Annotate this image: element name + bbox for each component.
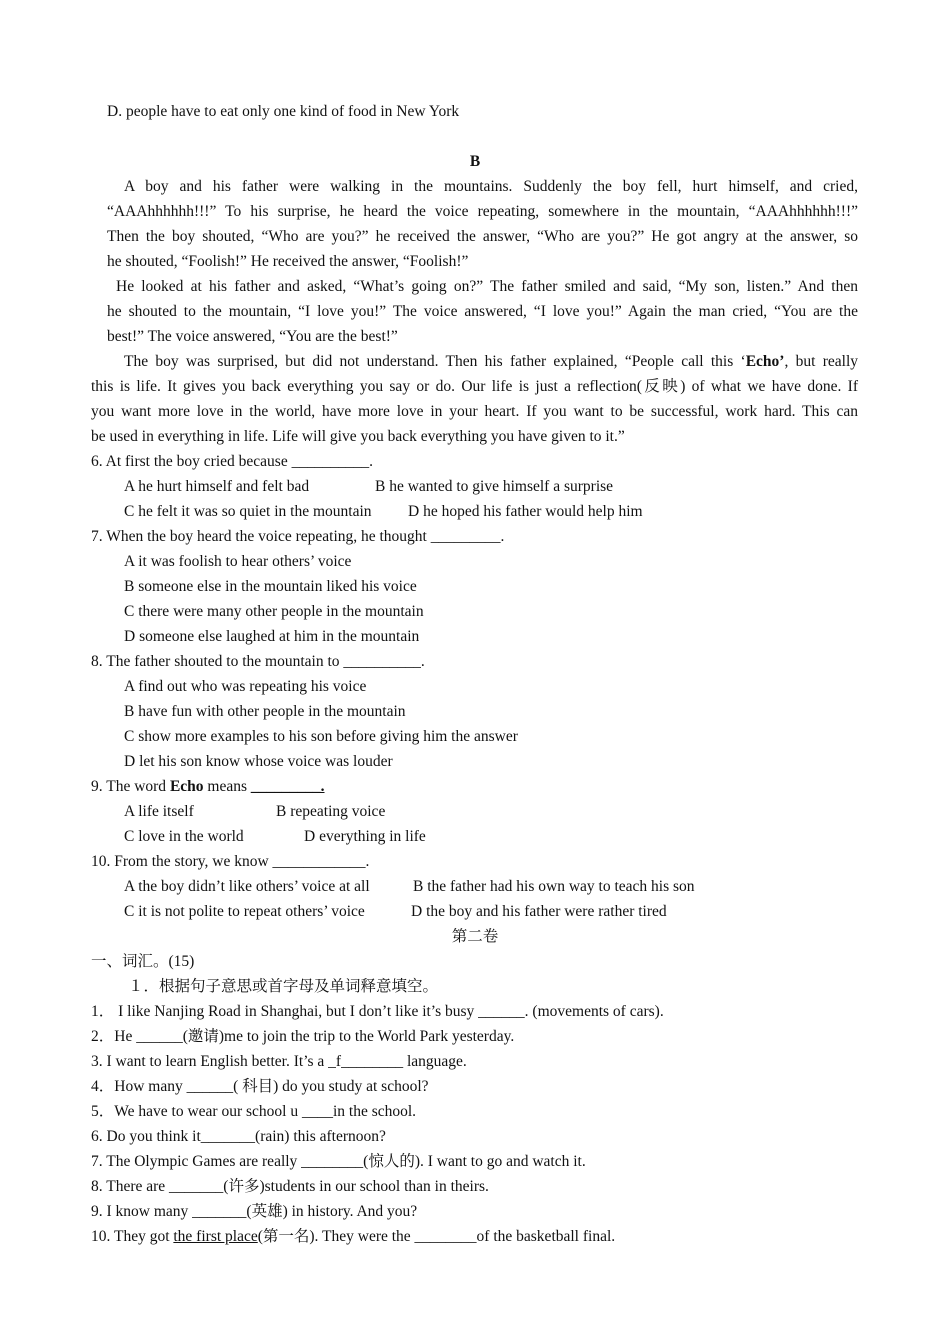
question-6-option-a: A he hurt himself and felt bad xyxy=(124,478,310,495)
question-9-option-d: D everything in life xyxy=(304,828,426,845)
vocab-item-10: 10. They got the first place(第一名). They were the ________of the basketball final. xyxy=(91,1228,616,1245)
vocab-item-4: 4．How many ______( 科目) do you study at school? xyxy=(91,1078,429,1095)
passage-p2-line1: He looked at his father and asked, “What’s going on?” The father smiled and said, “My son, listen.” And then xyxy=(116,278,858,295)
question-8-option-b: B have fun with other people in the mountain xyxy=(124,703,406,720)
question-10-option-d: D the boy and his father were rather tired xyxy=(411,903,667,920)
passage-p3-line3: you want more love in the world, have more love in your heart. If you want to be successful, work hard. This can xyxy=(91,403,858,420)
previous-option-d: D. people have to eat only one kind of food in New York xyxy=(107,103,460,120)
vocab-item-2: 2．He ______(邀请)me to join the trip to the World Park yesterday. xyxy=(91,1028,515,1045)
question-8-stem: 8. The father shouted to the mountain to __________. xyxy=(91,653,425,670)
question-6-option-d: D he hoped his father would help him xyxy=(408,503,643,520)
section-b-heading: B xyxy=(469,153,481,170)
question-7-option-b: B someone else in the mountain liked his voice xyxy=(124,578,417,595)
passage-p1-line4: he shouted, “Foolish!” He received the answer, “Foolish!” xyxy=(107,253,469,270)
passage-p1-line1: A boy and his father were walking in the mountains. Suddenly the boy fell, hurt himself, and cried, xyxy=(124,178,858,195)
question-7-option-c: C there were many other people in the mountain xyxy=(124,603,424,620)
vocab-item-6: 6. Do you think it_______(rain) this afternoon? xyxy=(91,1128,386,1145)
vocab-item-9: 9. I know many _______(英雄) in history. And you? xyxy=(91,1203,418,1220)
question-8-option-c: C show more examples to his son before giving him the answer xyxy=(124,728,518,745)
question-6-option-b: B he wanted to give himself a surprise xyxy=(375,478,614,495)
passage-p2-line3: best!” The voice answered, “You are the best!” xyxy=(107,328,398,345)
question-10-option-c: C it is not polite to repeat others’ voice xyxy=(124,903,365,920)
question-9-option-b: B repeating voice xyxy=(276,803,386,820)
question-10-stem: 10. From the story, we know ____________. xyxy=(91,853,370,870)
question-7-option-a: A it was foolish to hear others’ voice xyxy=(124,553,352,570)
passage-p3-line2: this is life. It gives you back everything you say or do. Our life is just a reflection(反映) of what we have done. If xyxy=(91,378,858,395)
vocabulary-section-heading: 一、词汇。(15) xyxy=(91,953,195,970)
question-7-option-d: D someone else laughed at him in the mountain xyxy=(124,628,420,645)
passage-p2-line2: he shouted to the mountain, “I love you!” The voice answered, “I love you!” Again the man cried, “You are the xyxy=(107,303,858,320)
question-9-option-c: C love in the world xyxy=(124,828,244,845)
vocab-item-7: 7. The Olympic Games are really ________(惊人的). I want to go and watch it. xyxy=(91,1153,586,1170)
echo-term: Echo’ xyxy=(745,353,785,370)
question-9-stem: 9. The word Echo means _________. xyxy=(91,778,325,795)
question-6-option-c: C he felt it was so quiet in the mountain xyxy=(124,503,372,520)
passage-p3-line4: be used in everything in life. Life will give you back everything you have given to it.” xyxy=(91,428,625,445)
passage-p3-line1: The boy was surprised, but did not understand. Then his father explained, “People call this ‘Echo’, but really xyxy=(124,353,858,370)
question-10-option-b: B the father had his own way to teach his son xyxy=(413,878,695,895)
question-8-option-d: D let his son know whose voice was louder xyxy=(124,753,393,770)
part-2-title: 第二卷 xyxy=(451,928,499,945)
passage-p1-line2: “AAAhhhhhh!!!” To his surprise, he heard the voice repeating, somewhere in the mountain, “AAAhhhhhh!!!” xyxy=(107,203,858,220)
vocab-item-8: 8. There are _______(许多)students in our school than in theirs. xyxy=(91,1178,489,1195)
vocabulary-instruction: １．根据句子意思或首字母及单词释意填空。 xyxy=(128,978,439,995)
question-9-option-a: A life itself xyxy=(124,803,194,820)
vocab-item-3: 3. I want to learn English better. It’s a _f________ language. xyxy=(91,1053,467,1070)
vocab-item-1: 1． I like Nanjing Road in Shanghai, but I don’t like it’s busy ______. (movements of cars). xyxy=(91,1003,664,1020)
passage-p1-line3: Then the boy shouted, “Who are you?” he received the answer, “Who are you?” He got angry at the answer, so xyxy=(107,228,858,245)
question-6-stem: 6. At first the boy cried because __________. xyxy=(91,453,373,470)
question-10-option-a: A the boy didn’t like others’ voice at all xyxy=(124,878,370,895)
vocab-item-5: 5．We have to wear our school u ____in the school. xyxy=(91,1103,417,1120)
question-8-option-a: A find out who was repeating his voice xyxy=(124,678,367,695)
question-7-stem: 7. When the boy heard the voice repeating, he thought _________. xyxy=(91,528,505,545)
